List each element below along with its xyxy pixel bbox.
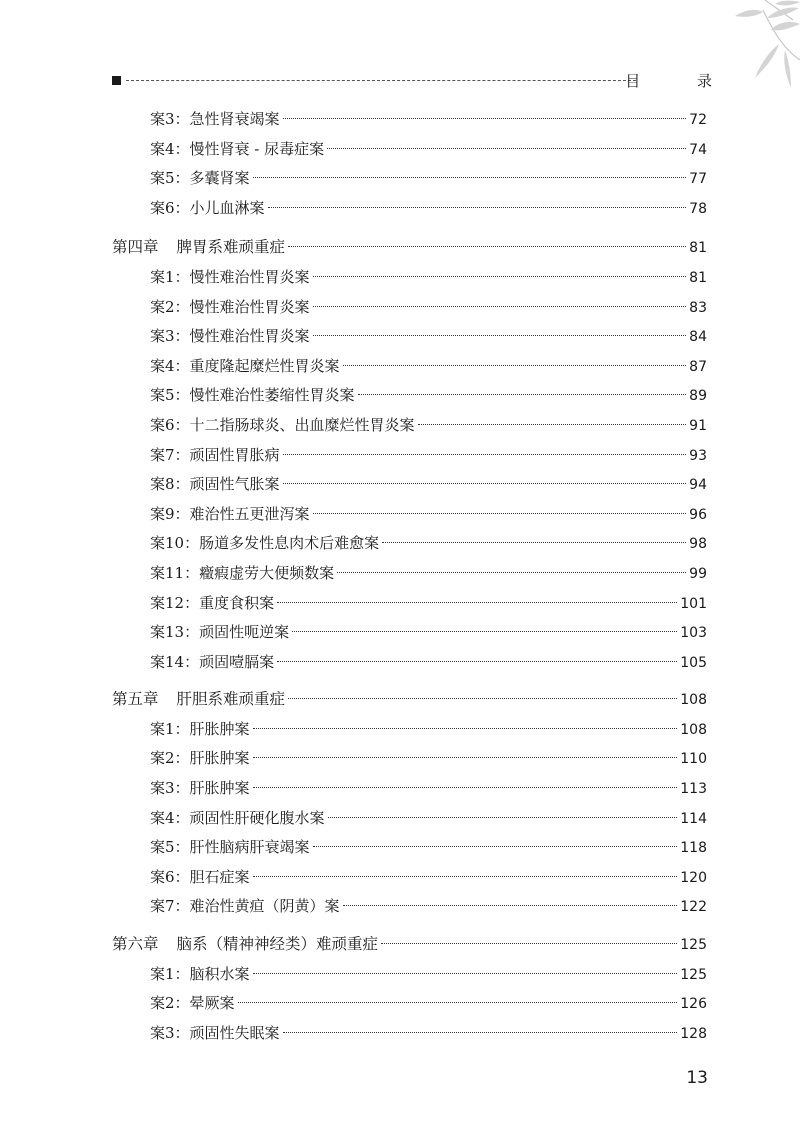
entry-page-number: 91	[689, 417, 707, 434]
dot-leader	[418, 424, 687, 425]
toc-entry-row	[112, 352, 707, 382]
dot-leader	[277, 661, 677, 662]
entry-title: 案1：脑积水案	[150, 964, 250, 983]
entry-page-number: 120	[680, 869, 707, 886]
toc-entry-row	[112, 648, 707, 678]
entry-page-number: 99	[689, 565, 707, 582]
entry-page-number: 96	[689, 506, 707, 523]
entry-title: 案6：十二指肠球炎、出血糜烂性胃炎案	[150, 415, 415, 434]
entry-title: 案1：肝胀肿案	[150, 719, 250, 738]
dot-leader	[343, 365, 687, 366]
entry-page-number: 98	[689, 536, 707, 553]
entry-title: 案3：顽固性失眠案	[150, 1023, 280, 1042]
entry-title: 案6：胆石症案	[150, 867, 250, 886]
entry-title: 案14：顽固噎膈案	[150, 652, 275, 671]
entry-page-number: 118	[680, 840, 707, 857]
entry-page-number: 125	[680, 937, 707, 954]
toc-entry-row	[112, 989, 707, 1019]
toc-entry-row	[112, 559, 707, 589]
entry-page-number: 81	[689, 269, 707, 286]
dot-leader	[313, 513, 687, 514]
entry-title: 案5：肝性脑病肝衰竭案	[150, 838, 310, 857]
toc-entry-row	[112, 892, 707, 922]
entry-title: 案13：顽固性呃逆案	[150, 623, 290, 642]
entry-title: 案4：顽固性肝硬化腹水案	[150, 808, 325, 827]
entry-title: 案7：顽固性胃胀病	[150, 445, 280, 464]
entry-title: 案3：肝胀肿案	[150, 779, 250, 798]
entry-page-number: 110	[680, 751, 707, 768]
toc-entry-row	[112, 960, 707, 990]
entry-page-number: 101	[680, 595, 707, 612]
dot-leader	[253, 787, 678, 788]
header-square-marker	[112, 76, 121, 85]
dot-leader	[238, 1002, 678, 1003]
dot-leader	[268, 207, 687, 208]
entry-page-number: 84	[689, 329, 707, 346]
chapter-number: 第六章	[112, 935, 159, 954]
dot-leader	[253, 876, 678, 877]
entry-title: 案11：癥瘕虚劳大便频数案	[150, 563, 335, 582]
entry-title: 案7：难治性黄疸（阴黄）案	[150, 897, 340, 916]
entry-page-number: 72	[689, 112, 707, 128]
toc-entry-row	[112, 529, 707, 559]
entry-page-number: 87	[689, 358, 707, 375]
page-number: 13	[686, 1068, 708, 1088]
entry-page-number: 125	[680, 966, 707, 983]
entry-page-number: 77	[689, 171, 707, 188]
entry-page-number: 126	[680, 996, 707, 1013]
entry-title: 案9：难治性五更泄泻案	[150, 504, 310, 523]
entry-page-number: 108	[680, 692, 707, 709]
dot-leader	[283, 454, 687, 455]
toc-entry-row	[112, 863, 707, 893]
chapter-title: 脾胃系难顽重症	[176, 238, 286, 257]
toc-entry-row	[112, 589, 707, 619]
toc-entry-row	[112, 774, 707, 804]
entry-page-number: 108	[680, 721, 707, 738]
chapter-number: 第四章	[112, 238, 159, 257]
toc-entry-row	[112, 263, 707, 293]
entry-page-number: 89	[689, 388, 707, 405]
entry-page-number: 113	[680, 781, 707, 798]
chapter-number: 第五章	[112, 690, 159, 709]
dot-leader	[343, 905, 678, 906]
dot-leader	[292, 631, 677, 632]
toc-entry-row	[112, 715, 707, 745]
entry-title: 案8：顽固性气胀案	[150, 475, 280, 494]
dot-leader	[288, 698, 677, 699]
header-rule	[112, 72, 738, 92]
dot-leader	[283, 118, 687, 119]
toc-entry-row	[112, 441, 707, 471]
entry-page-number: 103	[680, 625, 707, 642]
running-header-title: 目 录	[625, 72, 738, 90]
entry-title: 案4：慢性肾衰 - 尿毒症案	[150, 139, 325, 158]
toc-entry-row	[112, 618, 707, 648]
toc-entry-row	[112, 411, 707, 441]
chapter-title: 脑系（精神神经类）难顽重症	[176, 935, 379, 954]
dot-leader	[381, 943, 677, 944]
entry-page-number: 128	[680, 1025, 707, 1042]
toc-entry-row	[112, 194, 707, 224]
toc-entry-row	[112, 164, 707, 194]
dot-leader	[313, 335, 687, 336]
entry-title: 案5：慢性难治性萎缩性胃炎案	[150, 386, 355, 405]
entry-page-number: 83	[689, 299, 707, 316]
entry-title: 案10：肠道多发性息肉术后难愈案	[150, 534, 380, 553]
toc-entry-row	[112, 381, 707, 411]
entry-title: 案2：肝胀肿案	[150, 749, 250, 768]
dot-leader	[313, 846, 678, 847]
dot-leader	[327, 148, 686, 149]
toc-entry-row	[112, 744, 707, 774]
entry-title: 案1：慢性难治性胃炎案	[150, 267, 310, 286]
toc-entry-row	[112, 135, 707, 165]
entry-title: 案3：急性肾衰竭案	[150, 110, 280, 128]
toc-chapter-row	[112, 930, 707, 960]
toc-entry-row	[112, 293, 707, 323]
dot-leader	[253, 177, 687, 178]
dot-leader	[288, 246, 686, 247]
toc-chapter-row	[112, 233, 707, 263]
dot-leader	[313, 306, 687, 307]
toc-entry-row	[112, 833, 707, 863]
entry-page-number: 114	[680, 810, 707, 827]
dot-leader	[283, 483, 687, 484]
toc-entry-row	[112, 500, 707, 530]
dot-leader	[382, 542, 686, 543]
entry-page-number: 94	[689, 477, 707, 494]
entry-page-number: 81	[689, 240, 707, 257]
entry-title: 案3：慢性难治性胃炎案	[150, 327, 310, 346]
toc-entry-row	[112, 105, 707, 135]
dot-leader	[358, 394, 687, 395]
toc-entry-row	[112, 804, 707, 834]
entry-page-number: 105	[680, 654, 707, 671]
entry-page-number: 74	[689, 141, 707, 158]
header-dashed-line	[126, 80, 636, 81]
entry-page-number: 78	[689, 200, 707, 217]
entry-title: 案12：重度食积案	[150, 593, 275, 612]
entry-title: 案4：重度隆起糜烂性胃炎案	[150, 356, 340, 375]
entry-title: 案6：小儿血淋案	[150, 198, 265, 217]
entry-page-number: 122	[680, 899, 707, 916]
toc-entry-row	[112, 1019, 707, 1049]
toc-chapter-row	[112, 685, 707, 715]
dot-leader	[253, 973, 678, 974]
entry-title: 案5：多囊肾案	[150, 169, 250, 188]
entry-page-number: 93	[689, 447, 707, 464]
dot-leader	[337, 572, 686, 573]
toc-entry-row	[112, 322, 707, 352]
entry-title: 案2：晕厥案	[150, 994, 235, 1013]
entry-title: 案2：慢性难治性胃炎案	[150, 297, 310, 316]
chapter-title: 肝胆系难顽重症	[176, 690, 286, 709]
table-of-contents	[112, 105, 707, 1048]
dot-leader	[253, 728, 678, 729]
dot-leader	[283, 1032, 678, 1033]
dot-leader	[253, 757, 678, 758]
dot-leader	[313, 276, 687, 277]
dot-leader	[277, 602, 677, 603]
dot-leader	[328, 817, 678, 818]
toc-entry-row	[112, 470, 707, 500]
